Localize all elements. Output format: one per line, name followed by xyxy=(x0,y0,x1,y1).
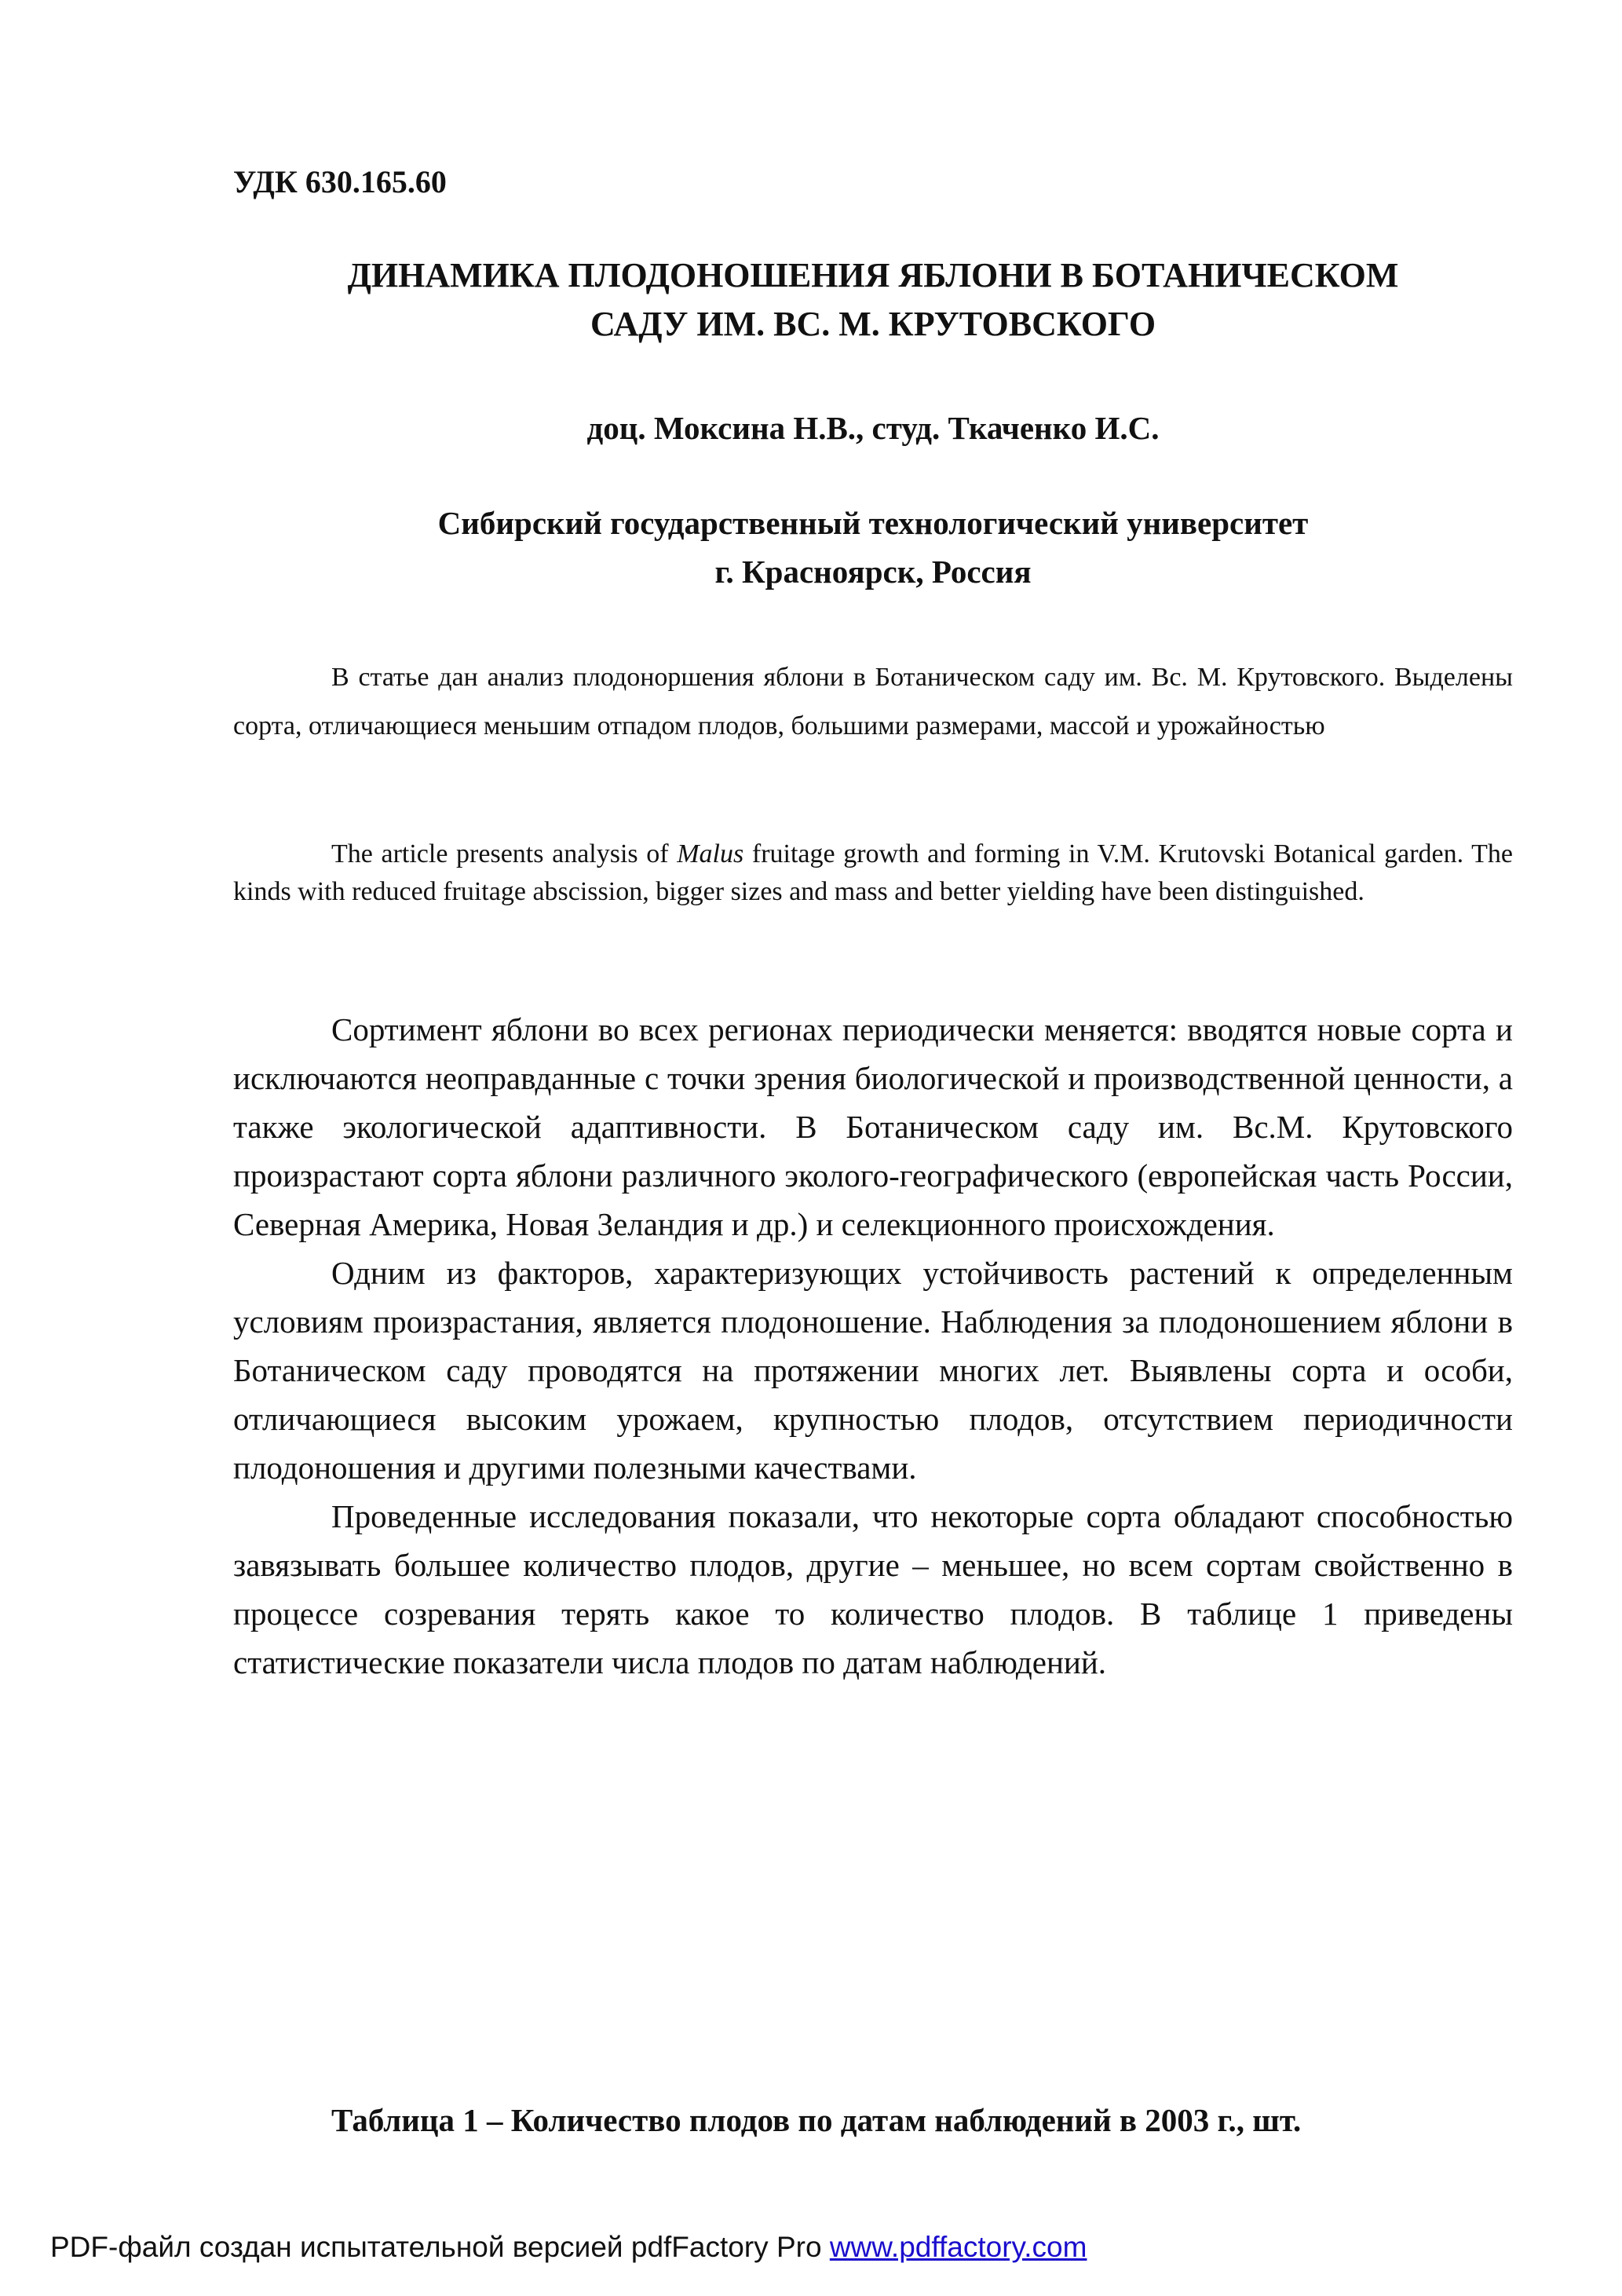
abstract-en-before: The article presents analysis of xyxy=(331,839,678,868)
footer-link[interactable]: www.pdffactory.com xyxy=(829,2231,1087,2263)
title-line-1: ДИНАМИКА ПЛОДОНОШЕНИЯ ЯБЛОНИ В БОТАНИЧЕСКОМ xyxy=(347,256,1399,294)
abstract-en-italic: Malus xyxy=(677,839,744,868)
table-caption: Таблица 1 – Количество плодов по датам наблюдений в 2003 г., шт. xyxy=(331,2102,1302,2138)
footer-text: PDF-файл создан испытательной версией pdfFactory Pro xyxy=(50,2231,822,2263)
title-line-2: САДУ ИМ. ВС. М. КРУТОВСКОГО xyxy=(590,305,1156,343)
affiliation-line-1: Сибирский государственный технологический университет xyxy=(437,505,1309,541)
affiliation-line-2: г. Красноярск, Россия xyxy=(714,554,1032,590)
authors: доц. Моксина Н.В., студ. Ткаченко И.С. xyxy=(586,410,1160,446)
abstract-en-after: fruitage growth and forming in V.M. Krutovski Botanical garden. The kinds with reduced fruitage abscission, bigger sizes and mass and better yielding have been distinguished. xyxy=(233,839,1513,906)
body-paragraph-2: Одним из факторов, характеризующих устойчивость растений к определенным условиям произрастания, является плодоношение. Наблюдения за плодоношением яблони в Ботаническом саду проводятся на протяжении многих лет. Выявлены сорта и особи, отличающиеся высоким урожаем, крупностью плодов, отсутствием периодичности плодоношения и другими полезными качествами. xyxy=(233,1255,1513,1486)
pdf-watermark-footer xyxy=(50,2228,1087,2266)
body-paragraph-3: Проведенные исследования показали, что некоторые сорта обладают способностью завязывать большее количество плодов, другие – меньшее, но всем сортам свойственно в процессе созревания терять какое то количество плодов. В таблице 1 приведены статистические показатели числа плодов по датам наблюдений. xyxy=(233,1498,1513,1680)
body-paragraph-1: Сортимент яблони во всех регионах периодически меняется: вводятся новые сорта и исключаются неоправданные с точки зрения биологической и производственной ценности, а также экологической адаптивности. В Ботаническом саду им. Вс.М. Крутовского произрастают сорта яблони различного эколого-географического (европейская часть России, Северная Америка, Новая Зеландия и др.) и селекционного происхождения. xyxy=(233,1011,1513,1242)
article-title xyxy=(233,251,1513,349)
abstract-english xyxy=(233,835,1513,911)
affiliation xyxy=(233,499,1513,596)
udc-code: УДК 630.165.60 xyxy=(233,164,447,199)
abstract-russian: В статье дан анализ плодонoршения яблони в Ботаническом саду им. Вс. М. Крутовского. Выделены сорта, отличающиеся меньшим отпадом плодов, большими размерами, массой и урожайностью xyxy=(233,663,1513,740)
article-body xyxy=(233,1005,1513,1687)
